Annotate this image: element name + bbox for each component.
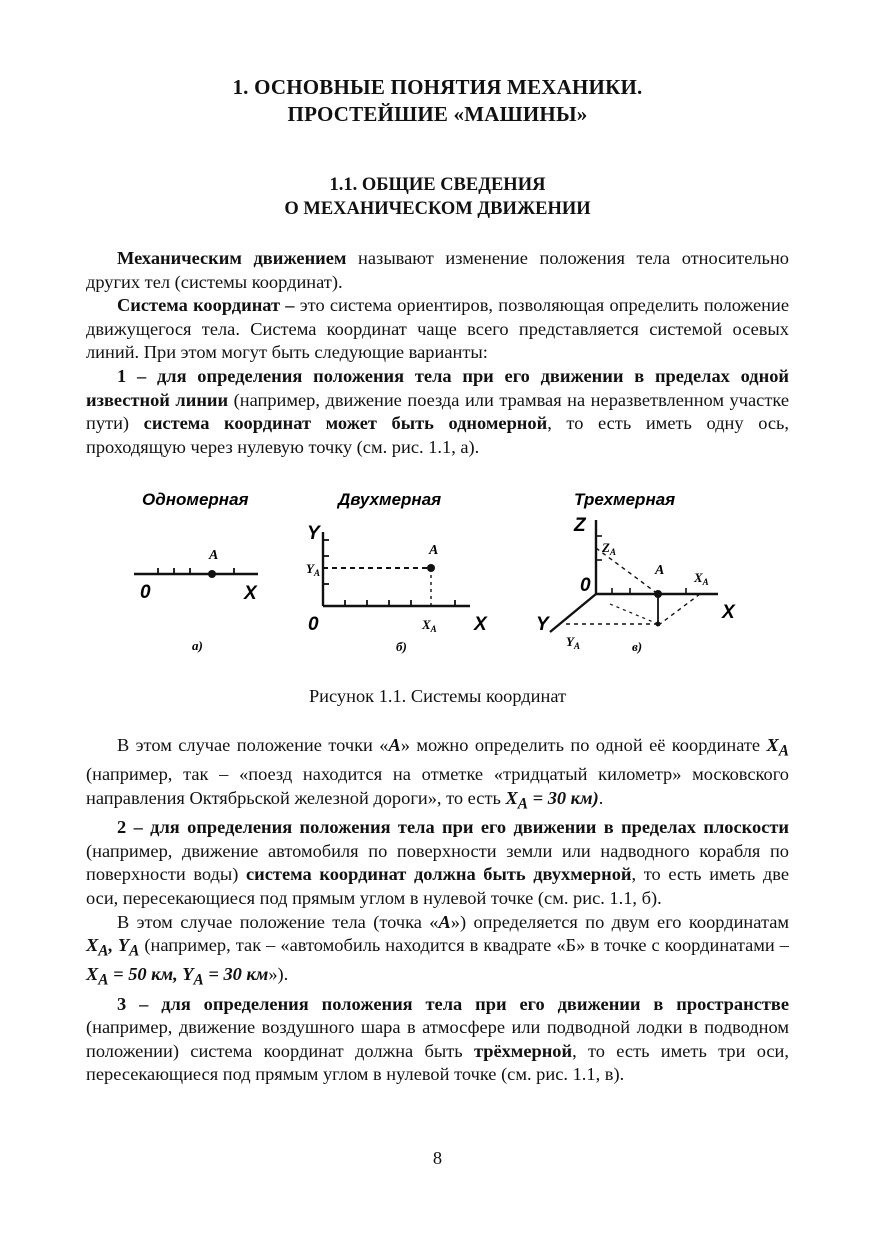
panel-2d-title: Двухмерная — [338, 490, 442, 509]
figure-caption: Рисунок 1.1. Системы координат — [308, 686, 567, 706]
panel-3d-sublabel: в) — [632, 639, 643, 654]
paragraph-text: ») определяется по двум его координатам — [450, 911, 790, 932]
section-title-line2: О МЕХАНИЧЕСКОМ ДВИЖЕНИИ — [284, 199, 591, 219]
paragraph-1d-example — [86, 734, 789, 816]
variant-2-heading: 2 – для определения положения тела при его движении в пределах плоскости — [117, 817, 789, 838]
coord-symbol: X — [86, 935, 99, 956]
paragraph-variant-2 — [86, 816, 789, 910]
x-axis-label: X — [722, 602, 735, 623]
figure-svg — [120, 478, 760, 660]
coord-subscript: A — [129, 942, 140, 960]
paragraph-text: , то есть иметь две оси, пересекающиеся под прямым углом в нулевой точке (см. рис. 1.1, б). — [86, 864, 789, 908]
ya-subscript: A — [313, 568, 320, 578]
ya-label — [566, 634, 580, 651]
paragraph-text: (например, так – «автомобиль находится в квадрате «Б» в точке с координатами – — [139, 935, 789, 956]
point-a-label: A — [429, 543, 439, 558]
paragraph-text: (например, так – «поезд находится на отметке «тридцатый километр» московского направления Октябрьской железной дороги», то есть — [86, 764, 789, 808]
point-symbol: A — [388, 735, 401, 755]
coord-symbol: , Y — [108, 935, 130, 956]
coord-value: = 30 км — [203, 964, 269, 985]
paragraph-text: , то есть иметь три оси, пересекающиеся под прямым углом в нулевой точке (см. рис. 1.1, в). — [86, 1040, 789, 1085]
paragraph-variant-3 — [86, 993, 789, 1087]
origin-label: 0 — [140, 582, 151, 603]
variant-3-heading: 3 – для определения положения тела при его движении в пространстве — [117, 993, 789, 1014]
coord-value: = 30 км) — [528, 787, 599, 808]
paragraph-text: » можно определить по одной её координате — [400, 735, 767, 755]
paragraph-text: В этом случае положение точки « — [117, 735, 389, 755]
y-axis-label: Y — [307, 523, 320, 544]
point-a-base — [656, 622, 661, 627]
coord-symbol: X — [86, 964, 99, 985]
panel-2d-sublabel: б) — [396, 639, 407, 654]
xa-diagonal-projection — [660, 594, 700, 624]
coord-subscript: A — [98, 942, 109, 960]
variant-2-conclusion: система координат должна быть двухмерной — [246, 864, 632, 885]
base-projection — [610, 604, 658, 624]
point-a-marker — [208, 570, 216, 578]
xa-label — [693, 570, 709, 587]
paragraph-definition — [86, 247, 789, 294]
origin-label: 0 — [308, 614, 319, 635]
coord-symbol: X — [766, 735, 779, 755]
paragraph-text: (например, движение поезда или трамвая на неразветвленном участке пути) — [86, 389, 789, 434]
section-title-line1: 1.1. ОБЩИЕ СВЕДЕНИЯ — [329, 175, 546, 195]
paragraph-text: (например, движение автомобиля по поверхности земли или надводного корабля по поверхности воды) — [86, 840, 789, 885]
paragraph-variant-1 — [86, 365, 789, 459]
z-axis-label: Z — [574, 515, 586, 536]
paragraph-2d-example — [86, 911, 789, 993]
y-axis-label: Y — [536, 614, 549, 635]
xa-letter: X — [694, 570, 703, 585]
coord-subscript: A — [517, 795, 529, 813]
coord-value: = 50 км, Y — [108, 964, 194, 985]
coord-symbol: X — [505, 787, 518, 808]
term-coordinate-system: Система координат – — [117, 295, 295, 316]
paragraph-text: это система ориентиров, позволяющая определить положение движущегося тела. Система координат чаще всего представляется системой осевых линий. При этом могут быть следующие варианты: — [86, 295, 789, 363]
chapter-title-line1: 1. ОСНОВНЫЕ ПОНЯТИЯ МЕХАНИКИ. — [232, 75, 643, 99]
point-symbol: A — [438, 911, 451, 932]
chapter-title — [0, 74, 875, 128]
panel-1d — [134, 490, 258, 653]
variant-1-conclusion: система координат может быть одномерной — [143, 413, 548, 434]
term-mechanical-motion: Механическим движением — [117, 248, 347, 268]
paragraph-text: (например, движение воздушного шара в атмосфере или подводной лодки в подводном положении) система координат должна быть — [86, 1017, 789, 1061]
variant-3-conclusion: трёхмерной — [473, 1040, 573, 1061]
coord-subscript: A — [98, 972, 109, 990]
x-axis-label: X — [474, 614, 487, 635]
figure-coordinate-systems — [120, 478, 760, 660]
paragraph-text: называют изменение положения тела относительно других тел (системы координат). — [86, 248, 789, 292]
paragraph-text: . — [598, 787, 604, 808]
za-label — [601, 540, 616, 557]
point-a-label: A — [209, 548, 219, 563]
za-subscript: A — [609, 547, 616, 557]
ya-letter: Y — [306, 561, 314, 576]
point-a-label: A — [655, 563, 665, 578]
za-letter: Z — [602, 540, 610, 555]
xa-letter: X — [422, 617, 431, 632]
page-number: 8 — [432, 1148, 443, 1168]
xa-subscript: A — [702, 577, 709, 587]
xa-subscript: A — [430, 624, 437, 634]
coord-subscript: A — [193, 972, 204, 990]
panel-3d-title: Трехмерная — [574, 490, 676, 509]
panel-3d — [536, 490, 736, 654]
paragraph-text: В этом случае положение тела (точка « — [117, 911, 439, 932]
panel-1d-title: Одномерная — [142, 490, 249, 509]
panel-1d-sublabel: а) — [192, 638, 203, 653]
ya-subscript: A — [573, 641, 580, 651]
y-axis-line — [550, 594, 596, 632]
section-title — [0, 173, 875, 221]
ya-label — [306, 561, 320, 578]
paragraph-text: , то есть иметь одну ось, проходящую через нулевую точку (см. рис. 1.1, а). — [86, 413, 790, 457]
x-axis-label: X — [244, 583, 257, 604]
ya-letter: Y — [566, 634, 574, 649]
text-block-bottom — [86, 734, 789, 1087]
variant-1-heading: 1 – для определения положения тела при его движении в пределах одной известной линии — [86, 365, 789, 410]
paragraph-text: »). — [268, 964, 289, 985]
paragraph-coordinate-system — [86, 294, 789, 365]
coord-subscript: A — [778, 742, 789, 760]
panel-2d — [306, 490, 488, 654]
chapter-title-line2: ПРОСТЕЙШИЕ «МАШИНЫ» — [287, 102, 588, 126]
point-a-marker — [427, 564, 435, 572]
xa-label — [421, 617, 437, 634]
origin-label: 0 — [580, 575, 591, 596]
text-block-top — [86, 247, 789, 459]
point-a-marker — [654, 590, 662, 598]
